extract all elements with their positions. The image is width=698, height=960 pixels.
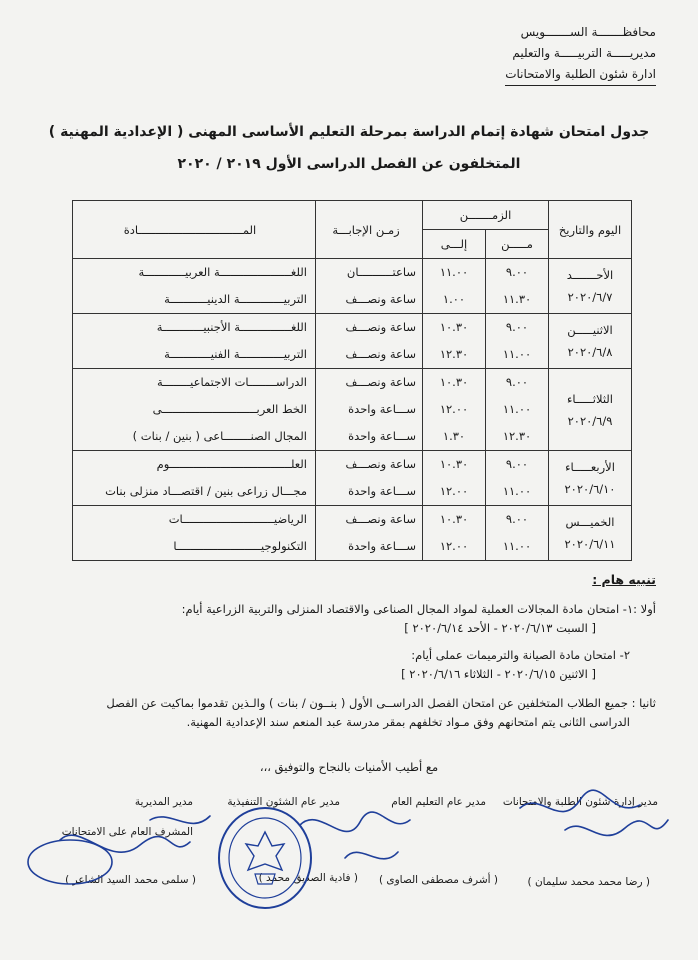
- notice-item-1: أولا :١- امتحان مادة المجالات العملية لمواد المجال الصناعى والاقتصاد المنزلى والتربية الزراعية أيام:: [181, 602, 656, 616]
- subject-value: التربيـــــــــــــة الدينيـــــــــــة: [164, 292, 307, 306]
- duration-value: ساعتــــــــــان: [346, 265, 416, 279]
- to-value: ١٢.٠٠: [439, 402, 469, 416]
- from-value: ٩.٠٠: [505, 320, 529, 334]
- day-name: الأربعـــــاء: [565, 460, 615, 474]
- header-day: اليوم والتاريخ: [549, 201, 632, 259]
- day-name: الخميـــس: [565, 515, 615, 529]
- to-value: ١.٣٠: [442, 429, 466, 443]
- day-date: ٢٠٢٠/٦/٩: [567, 413, 613, 428]
- signature-name-3: ( فادية الصديق محمد ): [258, 872, 358, 884]
- to-value: ١٠.٣٠: [439, 512, 469, 526]
- from-value: ٩.٠٠: [505, 265, 529, 279]
- duration-value: ساعة ونصـــف: [345, 292, 416, 306]
- to-value: ١١.٠٠: [439, 265, 469, 279]
- day-name: الاثنيـــــن: [567, 323, 613, 337]
- from-value: ٩.٠٠: [505, 375, 529, 389]
- header-duration: زمـن الإجابـــة: [316, 201, 423, 259]
- header-time: الزمـــــــن: [423, 201, 549, 230]
- notice-item-2: ٢- امتحان مادة الصيانة والترميمات عملى أيام:: [411, 648, 630, 662]
- header-from: مـــــن: [486, 230, 549, 259]
- subject-value: الخط العربــــــــــــــــــــــــــــى: [152, 402, 307, 416]
- header-to: إلـــى: [423, 230, 486, 259]
- subject-value: التكنولوجيـــــــــــــــــــــــــا: [173, 539, 307, 553]
- from-value: ١١.٣٠: [502, 292, 532, 306]
- department: ادارة شئون الطلبة والامتحانات: [505, 64, 656, 86]
- notice-heading: تنبيه هام :: [592, 572, 656, 587]
- from-value: ١١.٠٠: [502, 402, 532, 416]
- from-value: ٩.٠٠: [505, 457, 529, 471]
- duration-value: ســـاعة واحدة: [348, 484, 416, 498]
- day-name: الثلاثـــــاء: [567, 391, 613, 406]
- duration-value: ساعة ونصـــف: [345, 512, 416, 526]
- to-value: ١٢.٣٠: [439, 347, 469, 361]
- to-value: ١٠.٣٠: [439, 375, 469, 389]
- subject-value: العلــــــــــــــــــــــــــــــــــــوم: [156, 457, 307, 471]
- document-subtitle: المتخلفون عن الفصل الدراسى الأول ٢٠١٩ / ٢٠٢٠: [177, 156, 521, 172]
- signature-title-directorate: مدير المديرية: [134, 796, 193, 808]
- duration-value: ساعة ونصـــف: [345, 375, 416, 389]
- signature-name-2: ( أشرف مصطفى الصاوى ): [378, 874, 498, 886]
- signature-title-executive-affairs: مدير عام الشئون التنفيذية: [227, 796, 340, 808]
- from-value: ٩.٠٠: [505, 512, 529, 526]
- duration-value: ســـاعة واحدة: [348, 429, 416, 443]
- signature-name-1: ( رضا محمد محمد سليمان ): [527, 876, 650, 888]
- subject-value: التربيـــــــــــــة الفنيــــــــــــة: [164, 347, 307, 361]
- subject-value: الدراســــــــات الاجتماعيــــــــة: [157, 375, 307, 389]
- directorate: مديريـــــة التربيـــــة والتعليم: [512, 46, 656, 60]
- day-date: ٢٠٢٠/٦/٨: [567, 345, 613, 359]
- duration-value: ســـاعة واحدة: [348, 402, 416, 416]
- subject-value: مجـــال زراعى بنين / اقتصـــاد منزلى بنات: [105, 484, 307, 498]
- from-value: ١١.٠٠: [502, 539, 532, 553]
- from-value: ١٢.٣٠: [502, 429, 532, 443]
- signature-name-4: ( سلمى محمد السيد الشاعر ): [65, 874, 196, 886]
- notice-item-3: ثانيا : جميع الطلاب المتخلفين عن امتحان الفصل الدراســى الأول ( بنــون / بنات ) والـذين تقدموا بماكيت عن الفصل: [106, 696, 656, 710]
- duration-value: ســـاعة واحدة: [348, 539, 416, 553]
- to-value: ١٠.٣٠: [439, 457, 469, 471]
- day-date: ٢٠٢٠/٦/٧: [567, 290, 613, 304]
- document-title: جدول امتحان شهادة إتمام الدراسة بمرحلة التعليم الأساسى المهنى ( الإعدادية المهنية ): [48, 124, 650, 140]
- subject-value: الرياضيـــــــــــــــــــــــــــات: [168, 512, 307, 526]
- notice-item-2-dates: [ الاثنين ٢٠٢٠/٦/١٥ - الثلاثاء ٢٠٢٠/٦/١٦ ]: [401, 667, 596, 681]
- duration-value: ساعة ونصـــف: [345, 347, 416, 361]
- signature-title-exam-supervisor: المشرف العام على الامتحانات: [61, 826, 193, 838]
- notice-item-1-dates: [ السبت ٢٠٢٠/٦/١٣ - الأحد ٢٠٢٠/٦/١٤ ]: [404, 621, 596, 635]
- signature-title-general-education: مدير عام التعليم العام: [391, 796, 486, 808]
- duration-value: ساعة ونصـــف: [345, 457, 416, 471]
- day-date: ٢٠٢٠/٦/١٠: [564, 482, 616, 496]
- to-value: ١.٠٠: [442, 292, 466, 306]
- subject-value: اللغـــــــــــــــة الأجنبيــــــــــــة: [156, 320, 307, 334]
- duration-value: ساعة ونصـــف: [345, 320, 416, 334]
- notice-item-3-cont: الدراسى الثانى يتم امتحانهم وفق مـواد تخلفهم بمقر مدرسة عبد المنعم سند الإعدادية المهنية.: [186, 715, 630, 729]
- subject-value: اللغـــــــــــــــــــــة العربيــــــــــــة: [138, 265, 307, 279]
- governorate: محافظـــــــة الســـــــويس: [520, 25, 656, 39]
- from-value: ١١.٠٠: [502, 347, 532, 361]
- to-value: ١٠.٣٠: [439, 320, 469, 334]
- day-name: الأحـــــــد: [566, 268, 614, 282]
- from-value: ١١.٠٠: [502, 484, 532, 498]
- signature-title-students-affairs: مدير إدارة شئون الطلبة والامتحانات: [502, 796, 658, 808]
- to-value: ١٢.٠٠: [439, 539, 469, 553]
- day-date: ٢٠٢٠/٦/١١: [564, 537, 616, 551]
- subject-value: المجال الصنــــــــاعى ( بنين / بنات ): [132, 429, 307, 443]
- header-subject: المـــــــــــــــــــــــــــــــادة: [73, 201, 316, 259]
- closing-line: مع أطيب الأمنيات بالنجاح والتوفيق ،،،: [259, 760, 439, 774]
- to-value: ١٢.٠٠: [439, 484, 469, 498]
